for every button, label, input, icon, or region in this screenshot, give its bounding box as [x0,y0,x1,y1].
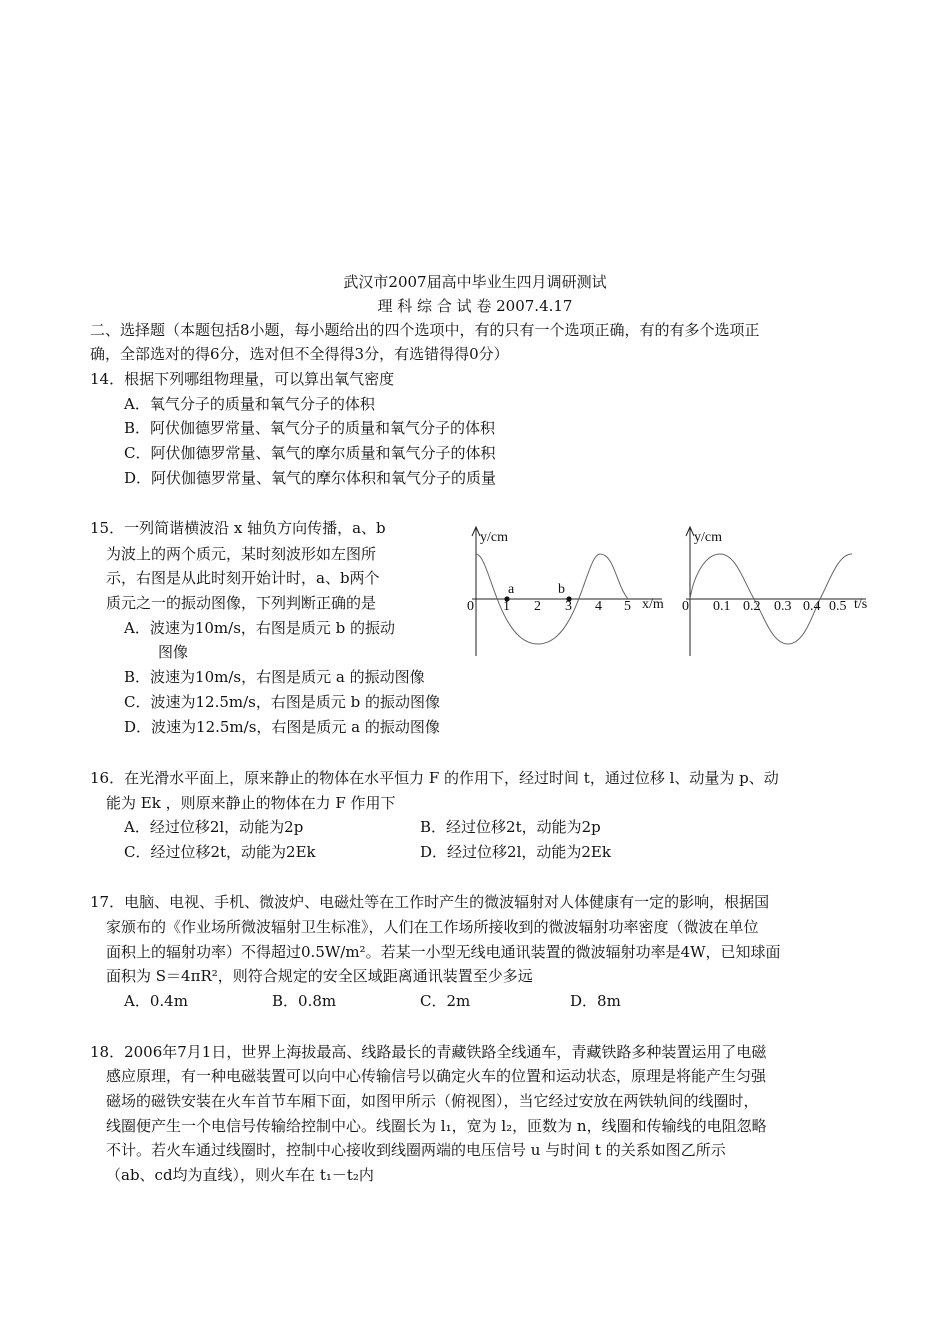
q15-option-a-cont: 图像 [158,643,189,661]
q17-line1: 17．电脑、电视、手机、微波炉、电磁灶等在工作时产生的微波辐射对人体健康有一定的影响，根据国 [90,893,770,911]
q14-option-d: D．阿伏伽德罗常量、氧气的摩尔体积和氧气分子的质量 [124,469,497,487]
q16-option-d: D．经过位移2l，动能为2Ek [420,843,611,861]
q17-line4: 面积为 S＝4πR²，则符合规定的安全区域距离通讯装置至少多远 [106,967,533,985]
wave-tick-2: 2 [534,599,541,614]
vibration-tick-5: 0.5 [829,599,847,614]
wave-tick-5: 5 [624,599,631,614]
q14-option-a: A．氧气分子的质量和氧气分子的体积 [124,395,375,413]
q14-option-b: B．阿伏伽德罗常量、氧气分子的质量和氧气分子的体积 [124,419,496,437]
exam-title: 武汉市2007届高中毕业生四月调研测试 [343,273,607,291]
q17-line2: 家颁布的《作业场所微波辐射卫生标准》，人们在工作场所接收到的微波辐射功率密度（微波在单位 [106,918,759,936]
wave-point-b-label: b [558,582,565,597]
exam-subtitle: 理 科 综 合 试 卷 2007.4.17 [377,297,573,315]
vibration-tick-2: 0.2 [743,599,761,614]
q18-line5: 不计。若火车通过线圈时，控制中心接收到线圈两端的电压信号 u 与时间 t 的关系如图乙所示 [106,1141,726,1159]
q15-stem-line3: 示，右图是从此时刻开始计时，a、b两个 [106,569,380,587]
wave-point-a-label: a [508,582,515,597]
q17-line3: 面积上的辐射功率）不得超过0.5W/m²。若某一小型无线电通讯装置的微波辐射功率是4W，已知球面 [106,943,781,961]
vibration-xlabel: t/s [854,597,868,612]
q18-line6: （ab、cd均为直线），则火车在 t₁－t₂内 [106,1166,374,1184]
q17-option-d: D．8m [570,992,621,1010]
wave-tick-4: 4 [595,599,602,614]
q16-option-c: C．经过位移2t，动能为2Ek [124,843,316,861]
wave-tick-3: 3 [565,599,572,614]
q18-line2: 感应原理，有一种电磁装置可以向中心传输信号以确定火车的位置和运动状态，原理是将能产生匀强 [106,1067,767,1085]
q16-stem-line1: 16．在光滑水平面上，原来静止的物体在水平恒力 F 的作用下，经过时间 t，通过位移 l、动量为 p、动 [90,769,779,787]
vibration-tick-1: 0.1 [713,599,731,614]
q15-option-d: D．波速为12.5m/s，右图是质元 a 的振动图像 [124,718,440,736]
q15-stem-line2: 为波上的两个质元，某时刻波形如左图所 [106,545,377,563]
q15-option-b: B．波速为10m/s，右图是质元 a 的振动图像 [124,668,425,686]
q18-line4: 线圈便产生一个电信号传输给控制中心。线圈长为 l₁，宽为 l₂，匝数为 n，线圈和传输线的电阻忽略 [106,1117,767,1135]
q15-stem-line1: 15．一列简谐横波沿 x 轴负方向传播，a、b [90,519,386,537]
section-instruction-line1: 二、选择题（本题包括8小题，每小题给出的四个选项中，有的只有一个选项正确，有的有多个选项正 [90,321,760,339]
q17-option-c: C．2m [420,992,471,1010]
q18-line1: 18．2006年7月1日，世界上海拔最高、线路最长的青藏铁路全线通车，青藏铁路多种装置运用了电磁 [90,1043,767,1061]
wave-ylabel: y/cm [480,530,508,545]
wave-tick-1: 1 [503,599,510,614]
q17-option-a: A．0.4m [124,992,188,1010]
section-instruction-line2: 确，全部选对的得6分，选对但不全得得3分，有选错得得0分） [90,345,509,363]
q14-option-c: C．阿伏伽德罗常量、氧气的摩尔质量和氧气分子的体积 [124,444,496,462]
q14-stem: 14．根据下列哪组物理量，可以算出氧气密度 [90,370,395,388]
vibration-tick-3: 0.3 [774,599,792,614]
q18-line3: 磁场的磁铁安装在火车首节车厢下面，如图甲所示（俯视图），当它经过安放在两铁轨间的线圈时， [106,1092,759,1110]
wave-origin-label: 0 [467,599,474,614]
wave-graph [462,522,672,662]
q15-option-a: A．波速为10m/s，右图是质元 b 的振动 [124,619,396,637]
q15-stem-line4: 质元之一的振动图像，下列判断正确的是 [106,594,377,612]
vibration-origin-label: 0 [682,599,689,614]
vibration-graph [674,522,874,662]
q16-option-a: A．经过位移2l，动能为2p [124,818,304,836]
q15-option-c: C．波速为12.5m/s，右图是质元 b 的振动图像 [124,693,440,711]
vibration-ylabel: y/cm [694,530,722,545]
q16-option-b: B．经过位移2t，动能为2p [420,818,601,836]
q16-stem-line2: 能为 Ek ，则原来静止的物体在力 F 作用下 [106,794,396,812]
vibration-tick-4: 0.4 [803,599,821,614]
q17-option-b: B．0.8m [272,992,337,1010]
wave-xlabel: x/m [642,597,664,612]
